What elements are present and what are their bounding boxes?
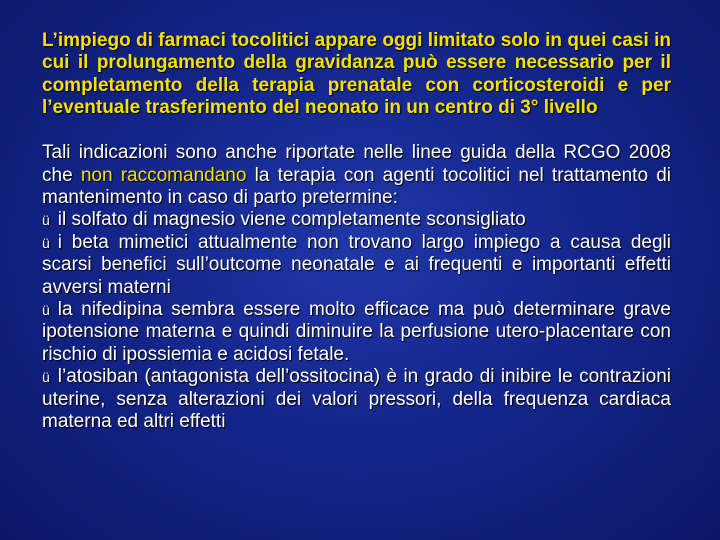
bullet-text: l’atosiban (antagonista dell’ossitocina) è in grado di inibire le contrazioni uterine, senza alterazioni dei valori pressori, della frequenza cardiaca materna ed altri effetti (42, 366, 671, 433)
bullet-item-3 (42, 299, 671, 366)
bullet-text: i beta mimetici attualmente non trovano largo impiego a causa degli scarsi benefici sull’outcome neonatale e ai frequenti e importanti effetti avversi materni (42, 231, 671, 298)
guidelines-block (42, 142, 671, 433)
intro-paragraph: L’impiego di farmaci tocolitici appare oggi limitato solo in quei casi in cui il prolungamento della gravidanza può essere necessario per il completamento della terapia prenatale con corticosteroidi e per l’eventuale trasferimento del neonato in un centro di 3° livello (42, 30, 671, 118)
guidelines-paragraph (42, 142, 671, 209)
checkmark-icon: ü (42, 212, 50, 229)
guidelines-highlight: non raccomandano (80, 164, 247, 186)
checkmark-icon: ü (42, 302, 50, 319)
checkmark-icon: ü (42, 369, 50, 386)
bullet-text: il solfato di magnesio viene completamente sconsigliato (57, 209, 526, 231)
bullet-item-4 (42, 366, 671, 433)
bullet-item-2 (42, 232, 671, 299)
bullet-item-1 (42, 209, 671, 231)
slide-content (42, 30, 671, 433)
guidelines-text-before: Tali indicazioni sono anche riportate nelle linee guida della RCGO 2008 che (42, 142, 671, 186)
guidelines-text-after: la terapia con agenti tocolitici nel trattamento di mantenimento in caso di parto pretermine: (42, 164, 671, 208)
checkmark-icon: ü (42, 234, 50, 251)
bullet-text: la nifedipina sembra essere molto efficace ma può determinare grave ipotensione materna e quindi diminuire la perfusione utero-placentare con rischio di ipossiemia e acidosi fetale. (42, 299, 671, 365)
